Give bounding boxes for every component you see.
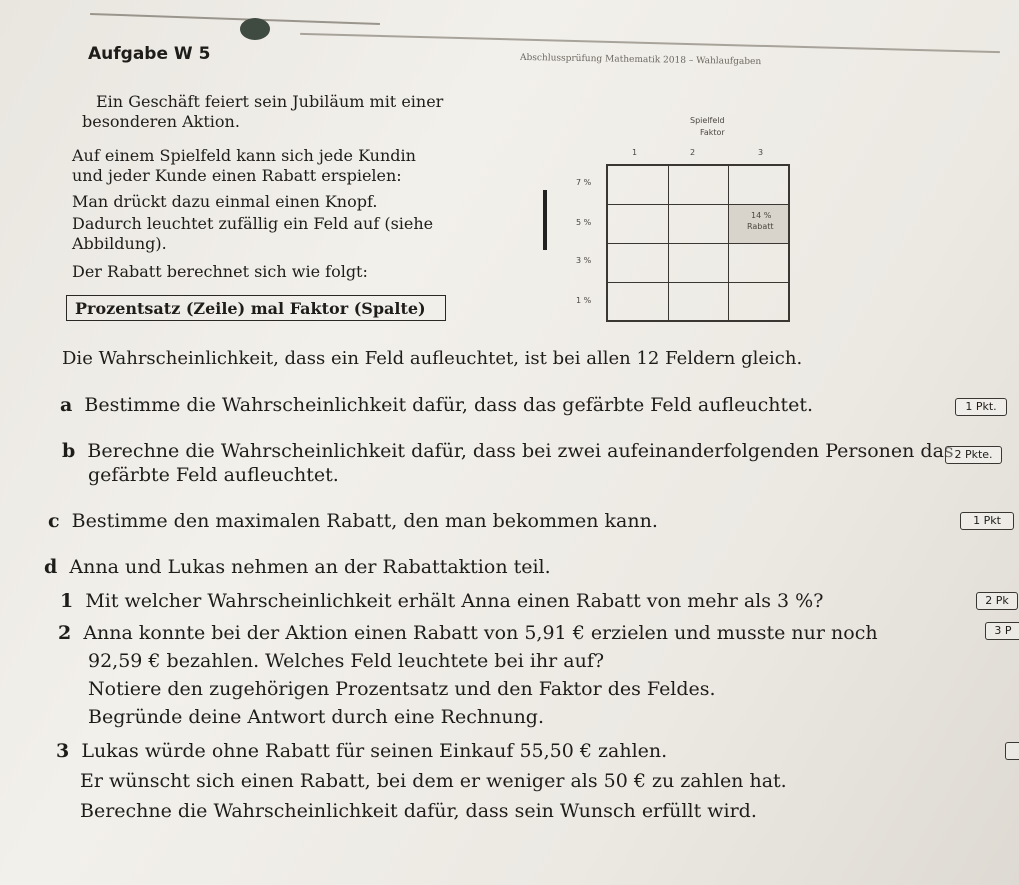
intro-line-6: Dadurch leuchtet zufällig ein Feld auf (siehe [72,214,434,233]
intro-line-5: Man drückt dazu einmal einen Knopf. [72,192,378,211]
spielfeld-grid [606,164,790,322]
question-c [48,510,658,532]
question-d1-text: Mit welcher Wahrscheinlichkeit erhält Anna einen Rabatt von mehr als 3 %? [85,590,824,612]
question-d2-line-3: Notiere den zugehörigen Prozentsatz und den Faktor des Feldes. [88,678,716,700]
question-c-text: Bestimme den maximalen Rabatt, den man bekommen kann. [71,510,658,532]
points-d2: 3 P [985,622,1019,640]
header-rule [90,13,380,25]
intro-line-8: Der Rabatt berechnet sich wie folgt: [72,262,368,281]
points-d3-box [1005,742,1019,760]
grid-cell [728,243,789,283]
factor-1: 1 [632,148,638,157]
question-a-label: a [60,394,73,416]
question-d3-line-2: Er wünscht sich einen Rabatt, bei dem er weniger als 50 € zu zahlen hat. [80,770,787,792]
question-b-line-1: Berechne die Wahrscheinlichkeit dafür, dass bei zwei aufeinanderfolgenden Personen das [87,440,954,462]
question-d2-line-4: Begründe deine Antwort durch eine Rechnung. [88,706,545,728]
question-d3-line-3: Berechne die Wahrscheinlichkeit dafür, dass sein Wunsch erfüllt wird. [80,800,757,822]
corner-mark [240,18,270,40]
points-b: 2 Pkte. [945,446,1002,464]
question-d1-num: 1 [60,590,74,612]
question-d [44,556,551,578]
grid-cell [607,165,669,205]
question-c-label: c [48,510,60,532]
question-a [60,394,813,416]
row-bracket [543,190,547,250]
points-a: 1 Pkt. [955,398,1007,416]
question-d2-line-1: Anna konnte bei der Aktion einen Rabatt von 5,91 € erzielen und musste nur noch [83,622,878,644]
grid-cell [668,204,729,244]
grid-cell [728,282,789,321]
factor-header: Faktor [700,128,725,137]
intro-line-7: Abbildung). [72,234,167,253]
intro-line-2: besonderen Aktion. [82,112,240,131]
row-label-2: 5 % [576,218,592,227]
points-c: 1 Pkt [960,512,1014,530]
marked-percent: 14 % [751,211,772,220]
task-title: Aufgabe W 5 [88,44,211,64]
header-rule-2 [300,33,1000,53]
grid-cell [668,243,729,283]
formula-text: Prozentsatz (Zeile) mal Faktor (Spalte) [75,298,426,318]
grid-cell [607,204,669,244]
row-label-4: 1 % [576,296,592,305]
question-d3-line-1: Lukas würde ohne Rabatt für seinen Einkauf 55,50 € zahlen. [81,740,668,762]
question-a-text: Bestimme die Wahrscheinlichkeit dafür, dass das gefärbte Feld aufleuchtet. [84,394,814,416]
running-head: Abschlussprüfung Mathematik 2018 – Wahlaufgaben [519,52,762,68]
spielfeld-title: Spielfeld [690,116,725,125]
grid-cell [668,282,729,321]
question-d1 [60,590,823,612]
question-d2 [58,622,878,644]
points-d1: 2 Pk [976,592,1018,610]
intro-line-1: Ein Geschäft feiert sein Jubiläum mit einer [96,92,444,111]
grid-cell [607,282,669,321]
marked-rabatt: Rabatt [747,222,774,231]
question-b-line-2: gefärbte Feld aufleuchtet. [88,464,339,486]
question-b [62,440,954,462]
row-label-3: 3 % [576,256,592,265]
question-d3-num: 3 [56,740,70,762]
question-b-label: b [62,440,76,462]
marked-cell [728,204,789,244]
grid-cell [728,165,789,205]
intro-line-3: Auf einem Spielfeld kann sich jede Kundin [72,146,416,165]
grid-cell [668,165,729,205]
question-d3 [56,740,667,762]
probability-statement: Die Wahrscheinlichkeit, dass ein Feld aufleuchtet, ist bei allen 12 Feldern gleich. [62,348,803,369]
formula-box [66,295,446,321]
intro-line-4: und jeder Kunde einen Rabatt erspielen: [72,166,402,185]
grid-cell [607,243,669,283]
factor-3: 3 [758,148,764,157]
factor-2: 2 [690,148,696,157]
question-d-text: Anna und Lukas nehmen an der Rabattaktion teil. [69,556,551,578]
question-d2-num: 2 [58,622,72,644]
question-d-label: d [44,556,58,578]
row-label-1: 7 % [576,178,592,187]
question-d2-line-2: 92,59 € bezahlen. Welches Feld leuchtete bei ihr auf? [88,650,605,672]
